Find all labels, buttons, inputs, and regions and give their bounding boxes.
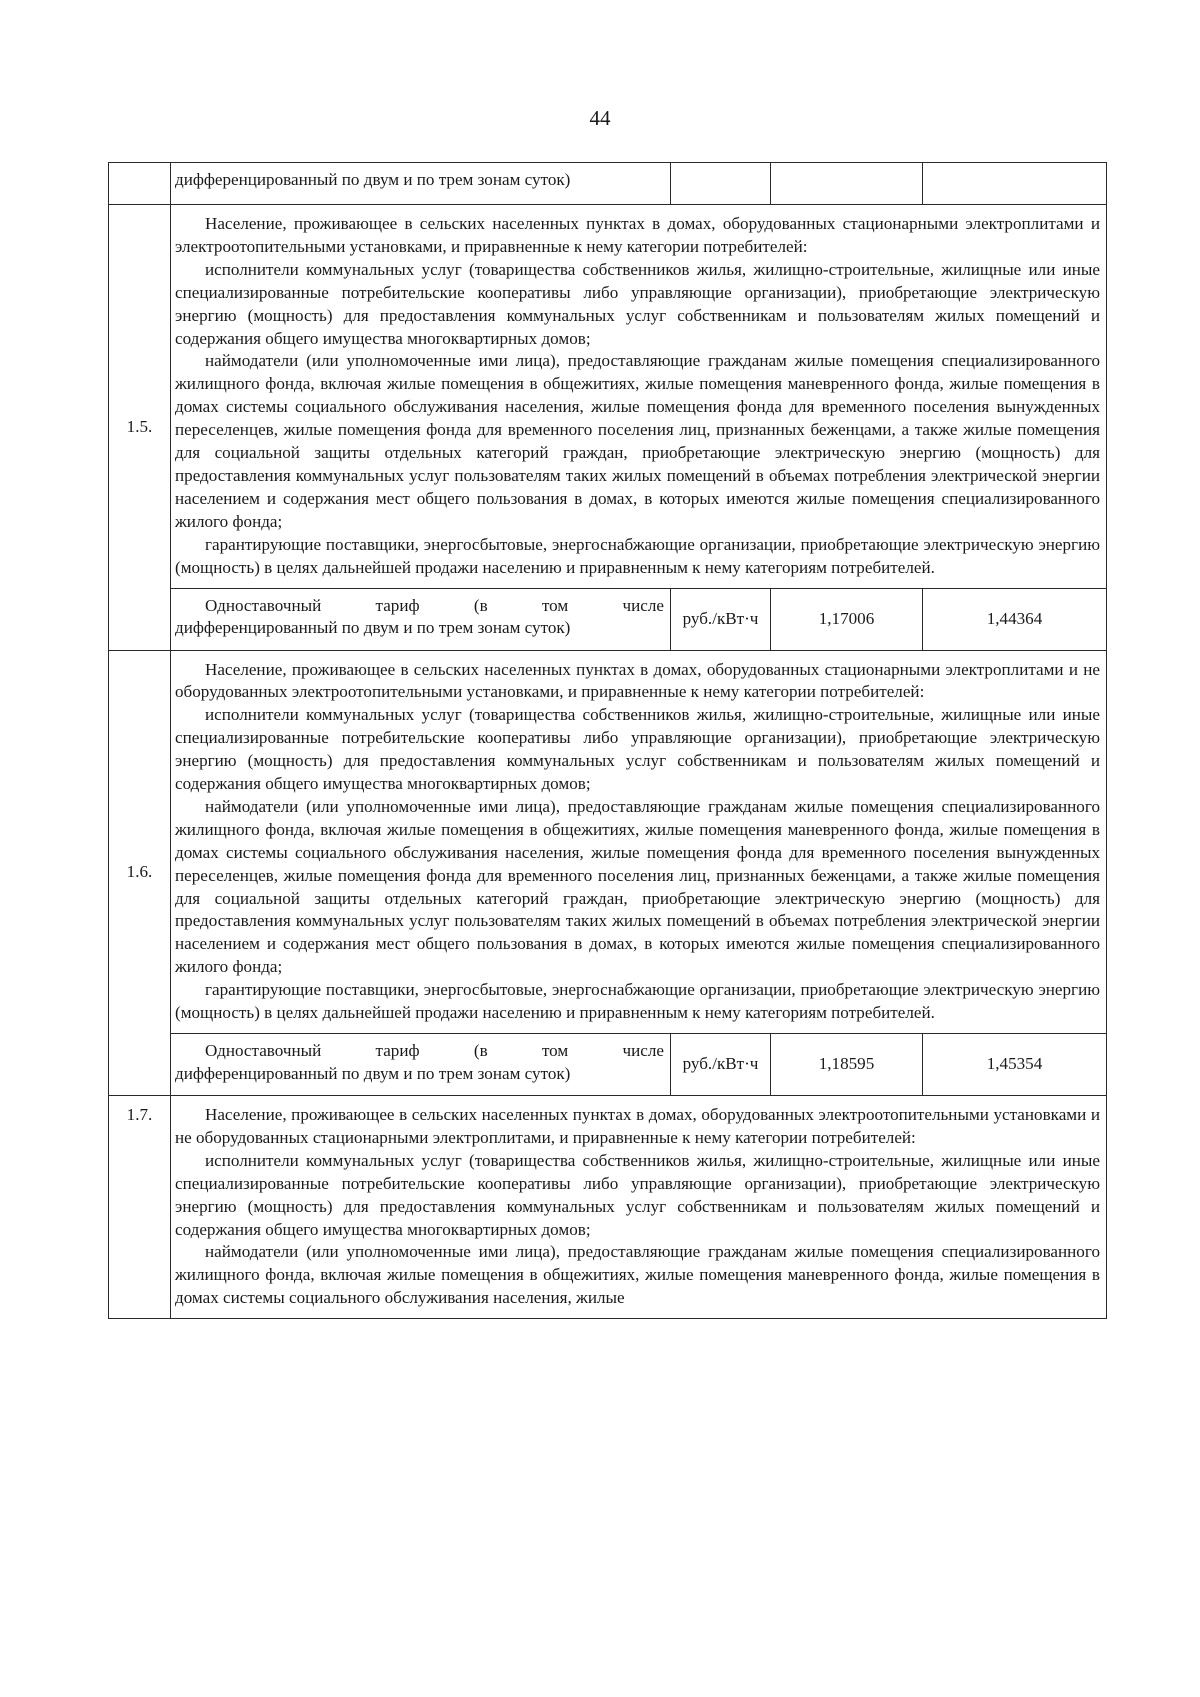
tariff-value-1-1-5: 1,17006 — [771, 588, 923, 650]
tariff-label-1-6 — [171, 1034, 671, 1096]
tariff-label-word: (в — [473, 1041, 488, 1060]
tariff-label-word: числе — [622, 1041, 664, 1060]
tariff-label-line-2: дифференцированный по двум и по трем зонам суток) — [175, 1063, 571, 1083]
section-description-1-6 — [171, 650, 1107, 1034]
tariff-label-word: тариф — [375, 1041, 420, 1060]
tariff-row-1-6 — [109, 1034, 1107, 1096]
continuation-row — [109, 163, 1107, 205]
continuation-unit-cell — [671, 163, 771, 205]
section-paragraph: исполнители коммунальных услуг (товарищества собственников жилья, жилищно-строительные, жилищные или иные специализированные потребительские кооперативы либо управляющие организации), приобретающие электрическую энергию (мощность) для предоставления коммунальных услуг собственникам и пользователям жилых помещений и содержания общего имущества многоквартирных домов; — [175, 259, 1100, 348]
tariff-label-1-5 — [171, 588, 671, 650]
page-number: 44 — [589, 106, 611, 130]
section-paragraph: исполнители коммунальных услуг (товарищества собственников жилья, жилищно-строительные, жилищные или иные специализированные потребительские кооперативы либо управляющие организации), приобретающие электрическую энергию (мощность) для предоставления коммунальных услуг собственникам и пользователям жилых помещений и содержания общего имущества многоквартирных домов; — [175, 705, 1100, 794]
section-row-1-6 — [109, 650, 1107, 1034]
tariff-value-1-1-6: 1,18595 — [771, 1034, 923, 1096]
section-row-1-5 — [109, 205, 1107, 589]
tariff-row-1-5 — [109, 588, 1107, 650]
tariff-unit-1-5: руб./кВт·ч — [671, 588, 771, 650]
section-number-1-7: 1.7. — [109, 1096, 171, 1319]
tariff-label-word: тариф — [375, 595, 420, 615]
continuation-value-1-cell — [771, 163, 923, 205]
section-description-1-5 — [171, 205, 1107, 589]
section-number-1-6: 1.6. — [109, 650, 171, 1096]
tariff-label-word: том — [541, 595, 569, 615]
tariff-label-word: числе — [622, 595, 664, 615]
section-paragraph: Население, проживающее в сельских населенных пунктах в домах, оборудованных стационарными электроплитами и не оборудованных электроотопительными установками, и приравненные к нему категории потребителей: — [175, 659, 1100, 702]
tariff-label-word: Одноставочный — [205, 1041, 322, 1060]
tariff-value-2-1-6: 1,45354 — [923, 1034, 1107, 1096]
tariff-label-line-1 — [175, 1040, 664, 1063]
tariff-value-2-1-5: 1,44364 — [923, 588, 1107, 650]
section-paragraph: Население, проживающее в сельских населенных пунктах в домах, оборудованных электроотопительными установками и не оборудованных стационарными электроплитами, и приравненные к нему категории потребителей: — [175, 1105, 1100, 1147]
section-paragraph: наймодатели (или уполномоченные ими лица), предоставляющие гражданам жилые помещения специализированного жилищного фонда, включая жилые помещения в общежитиях, жилые помещения маневренного фонда, жилые помещения в домах системы социального обслуживания населения, жилые — [175, 1242, 1100, 1308]
tariff-label-line-1 — [175, 595, 664, 618]
section-paragraph: исполнители коммунальных услуг (товарищества собственников жилья, жилищно-строительные, жилищные или иные специализированные потребительские кооперативы либо управляющие организации), приобретающие электрическую энергию (мощность) для предоставления коммунальных услуг собственникам и пользователям жилых помещений и содержания общего имущества многоквартирных домов; — [175, 1150, 1100, 1239]
section-paragraph: наймодатели (или уполномоченные ими лица), предоставляющие гражданам жилые помещения специализированного жилищного фонда, включая жилые помещения в общежитиях, жилые помещения маневренного фонда, жилые помещения в домах системы социального обслуживания населения, жилые помещения фонда для временного поселения вынужденных переселенцев, жилые помещения фонда для временного поселения лиц, признанных беженцами, а также жилые помещения для социальной защиты отдельных категорий граждан, приобретающие электрическую энергию (мощность) для предоставления коммунальных услуг пользователям таких жилых помещений в объемах потребления электрической энергии населением и содержания мест общего пользования в домах, в которых имеются жилые помещения специализированного жилого фонда; — [175, 351, 1100, 531]
section-paragraph: гарантирующие поставщики, энергосбытовые, энергоснабжающие организации, приобретающие электрическую энергию (мощность) в целях дальнейшей продажи населению и приравненным к нему категориям потребителей. — [175, 534, 1100, 577]
tariff-unit-1-6: руб./кВт·ч — [671, 1034, 771, 1096]
tariff-label-word: (в — [473, 595, 488, 615]
section-paragraph: наймодатели (или уполномоченные ими лица), предоставляющие гражданам жилые помещения специализированного жилищного фонда, включая жилые помещения в общежитиях, жилые помещения маневренного фонда, жилые помещения в домах системы социального обслуживания населения, жилые помещения фонда для временного поселения вынужденных переселенцев, жилые помещения фонда для временного поселения лиц, признанных беженцами, а также жилые помещения для социальной защиты отдельных категорий граждан, приобретающие электрическую энергию (мощность) для предоставления коммунальных услуг пользователям таких жилых помещений в объемах потребления электрической энергии населением и содержания мест общего пользования в домах, в которых имеются жилые помещения специализированного жилого фонда; — [175, 796, 1100, 977]
tariff-label-word: Одноставочный — [205, 595, 322, 615]
tariff-label-word: том — [541, 1041, 569, 1060]
continuation-label: дифференцированный по двум и по трем зонам суток) — [171, 163, 671, 205]
section-paragraph: Население, проживающее в сельских населенных пунктах в домах, оборудованных стационарными электроплитами и электроотопительными установками, и приравненные к нему категории потребителей: — [175, 214, 1100, 256]
tariff-table — [108, 162, 1107, 1319]
section-description-1-7 — [171, 1096, 1107, 1319]
tariff-label-line-2: дифференцированный по двум и по трем зонам суток) — [175, 618, 571, 638]
section-row-1-7 — [109, 1096, 1107, 1319]
section-number-1-5: 1.5. — [109, 205, 171, 651]
continuation-number-cell — [109, 163, 171, 205]
continuation-value-2-cell — [923, 163, 1107, 205]
section-paragraph: гарантирующие поставщики, энергосбытовые, энергоснабжающие организации, приобретающие электрическую энергию (мощность) в целях дальнейшей продажи населению и приравненным к нему категориям потребителей. — [175, 980, 1100, 1023]
